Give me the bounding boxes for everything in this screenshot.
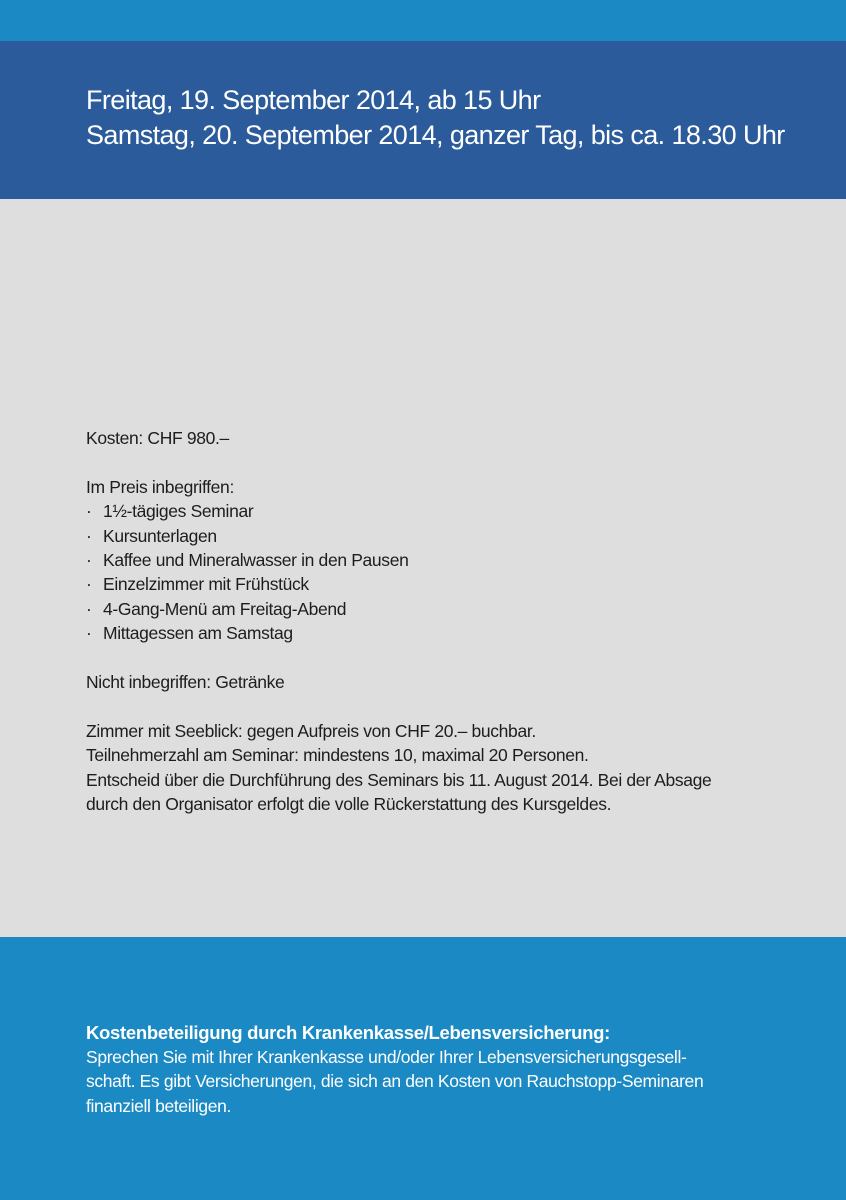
bullet-icon: ·	[86, 501, 92, 522]
seminar-details	[86, 426, 806, 816]
date-header-band	[0, 41, 846, 199]
list-item	[86, 621, 806, 645]
list-item-text: Einzelzimmer mit Frühstück	[103, 574, 309, 595]
note-sea-view: Zimmer mit Seeblick: gegen Aufpreis von CHF 20.– buchbar.	[86, 720, 536, 741]
note-participants: Teilnehmerzahl am Seminar: mindestens 10, maximal 20 Personen.	[86, 745, 589, 766]
list-item-text: Mittagessen am Samstag	[103, 623, 293, 644]
date-line-saturday: Samstag, 20. September 2014, ganzer Tag, bis ca. 18.30 Uhr	[86, 120, 785, 150]
list-item	[86, 572, 806, 596]
bullet-icon: ·	[86, 623, 92, 644]
insurance-heading: Kostenbeteiligung durch Krankenkasse/Lebensversicherung:	[86, 1022, 610, 1043]
not-included-text: Nicht inbegriffen: Getränke	[86, 672, 285, 693]
list-item-text: 1½-tägiges Seminar	[103, 501, 254, 522]
list-item	[86, 597, 806, 621]
insurance-text-line: Sprechen Sie mit Ihrer Krankenkasse und/oder Ihrer Lebensversicherungsgesell-	[86, 1047, 687, 1067]
bullet-icon: ·	[86, 598, 92, 619]
included-list	[86, 499, 806, 645]
insurance-text-line: schaft. Es gibt Versicherungen, die sich an den Kosten von Rauchstopp-Seminaren	[86, 1071, 704, 1092]
top-accent-strip	[0, 0, 846, 41]
insurance-footer-band	[0, 937, 846, 1200]
list-item-text: 4-Gang-Menü am Freitag-Abend	[103, 598, 347, 619]
list-item	[86, 548, 806, 572]
note-refund: durch den Organisator erfolgt die volle Rückerstattung des Kursgeldes.	[86, 794, 612, 815]
cost-text: Kosten: CHF 980.–	[86, 428, 229, 448]
bullet-icon: ·	[86, 550, 92, 571]
note-decision: Entscheid über die Durchführung des Seminars bis 11. August 2014. Bei der Absage	[86, 769, 712, 790]
list-item	[86, 499, 806, 523]
insurance-text	[86, 1045, 786, 1118]
insurance-text-line: finanziell beteiligen.	[86, 1095, 232, 1116]
list-item-text: Kursunterlagen	[103, 525, 217, 546]
included-heading: Im Preis inbegriffen:	[86, 476, 234, 497]
list-item-text: Kaffee und Mineralwasser in den Pausen	[103, 550, 409, 571]
bullet-icon: ·	[86, 525, 92, 546]
list-item	[86, 524, 806, 548]
bullet-icon: ·	[86, 574, 92, 595]
date-line-friday: Freitag, 19. September 2014, ab 15 Uhr	[86, 85, 541, 115]
